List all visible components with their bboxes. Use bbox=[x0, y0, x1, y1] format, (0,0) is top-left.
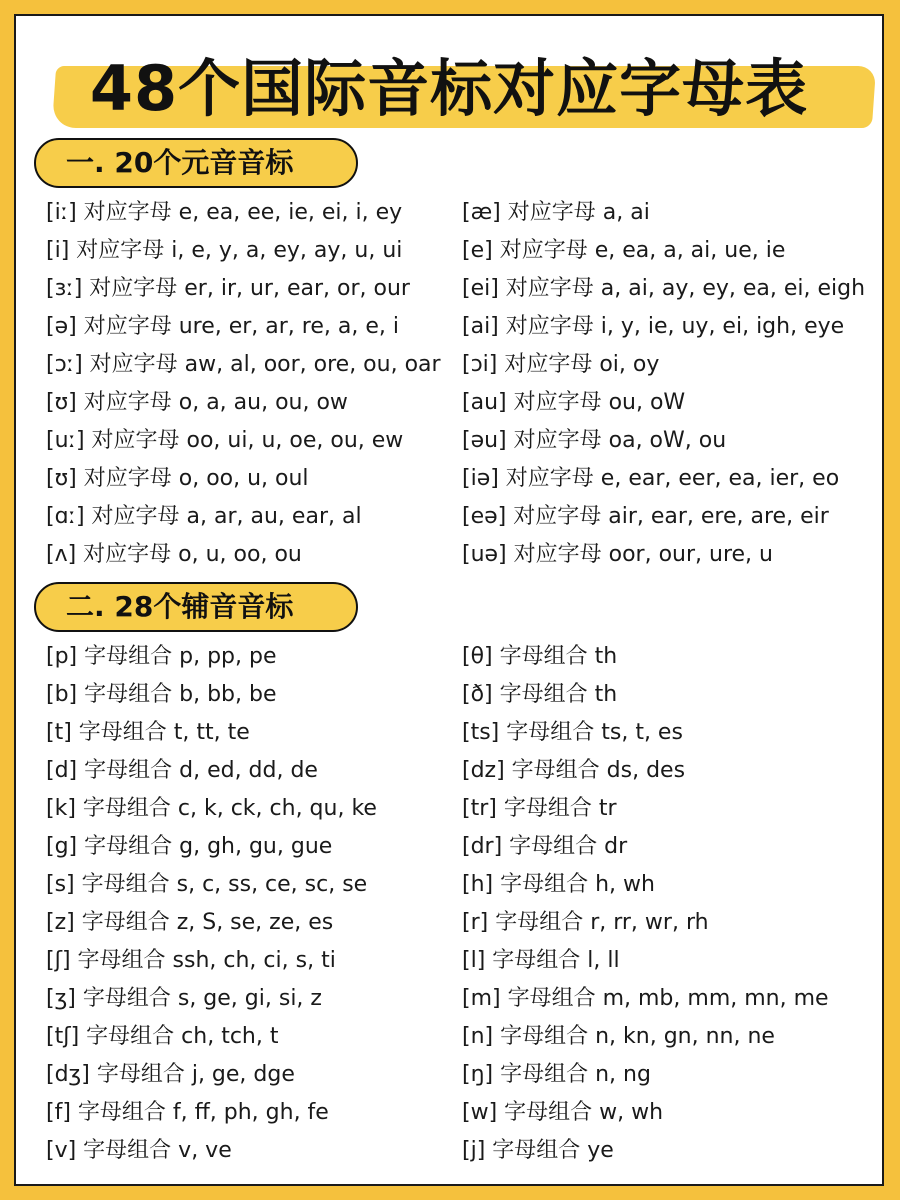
phonetic-entry: [ʒ] 字母组合 s, ge, gi, si, z bbox=[46, 986, 322, 1011]
phonetic-entry: [b] 字母组合 b, bb, be bbox=[46, 682, 277, 707]
phonetic-entry: [p] 字母组合 p, pp, pe bbox=[46, 644, 277, 669]
phonetic-entry: [tr] 字母组合 tr bbox=[462, 796, 617, 821]
phonetic-entry: [h] 字母组合 h, wh bbox=[462, 872, 655, 897]
phonetic-entry: [ə] 对应字母 ure, er, ar, re, a, e, i bbox=[46, 314, 399, 339]
phonetic-entry: [n] 字母组合 n, kn, gn, nn, ne bbox=[462, 1024, 775, 1049]
phonetic-entry: [dz] 字母组合 ds, des bbox=[462, 758, 686, 783]
phonetic-entry: [iː] 对应字母 e, ea, ee, ie, ei, i, ey bbox=[46, 200, 403, 225]
phonetic-entry: [dr] 字母组合 dr bbox=[462, 834, 628, 859]
vowel-list-left bbox=[46, 194, 441, 574]
phonetic-entry: [uː] 对应字母 oo, ui, u, oe, ou, ew bbox=[46, 428, 404, 453]
phonetic-entry: [k] 字母组合 c, k, ck, ch, qu, ke bbox=[46, 796, 377, 821]
phonetic-entry: [ʌ] 对应字母 o, u, oo, ou bbox=[46, 542, 302, 567]
phonetic-entry: [j] 字母组合 ye bbox=[462, 1138, 614, 1163]
phonetic-entry: [m] 字母组合 m, mb, mm, mn, me bbox=[462, 986, 829, 1011]
phonetic-entry: [i] 对应字母 i, e, y, a, ey, ay, u, ui bbox=[46, 238, 403, 263]
phonetic-entry: [ɔː] 对应字母 aw, al, oor, ore, ou, oar bbox=[46, 352, 441, 377]
phonetic-entry: [æ] 对应字母 a, ai bbox=[462, 200, 650, 225]
phonetic-entry: [ʊ] 对应字母 o, oo, u, oul bbox=[46, 466, 309, 491]
phonetic-entry: [ŋ] 字母组合 n, ng bbox=[462, 1062, 651, 1087]
phonetic-entry: [d] 字母组合 d, ed, dd, de bbox=[46, 758, 318, 783]
phonetic-entry: [e] 对应字母 e, ea, a, ai, ue, ie bbox=[462, 238, 786, 263]
section-heading-vowels: 一. 20个元音音标 bbox=[34, 138, 358, 188]
phonetic-entry: [θ] 字母组合 th bbox=[462, 644, 618, 669]
consonant-list-right bbox=[462, 638, 829, 1170]
phonetic-entry: [dʒ] 字母组合 j, ge, dge bbox=[46, 1062, 295, 1087]
phonetic-entry: [ʊ] 对应字母 o, a, au, ou, ow bbox=[46, 390, 348, 415]
phonetic-entry: [ʃ] 字母组合 ssh, ch, ci, s, ti bbox=[46, 948, 336, 973]
phonetic-entry: [ð] 字母组合 th bbox=[462, 682, 618, 707]
phonetic-entry: [f] 字母组合 f, ff, ph, gh, fe bbox=[46, 1100, 329, 1125]
title-area bbox=[16, 44, 882, 134]
vowel-list-right bbox=[462, 194, 865, 574]
phonetic-entry: [r] 字母组合 r, rr, wr, rh bbox=[462, 910, 709, 935]
phonetic-entry: [ɔi] 对应字母 oi, oy bbox=[462, 352, 660, 377]
phonetic-entry: [ɜː] 对应字母 er, ir, ur, ear, or, our bbox=[46, 276, 410, 301]
phonetic-entry: [l] 字母组合 l, ll bbox=[462, 948, 620, 973]
phonetic-entry: [əu] 对应字母 oa, oW, ou bbox=[462, 428, 727, 453]
phonetic-entry: [uə] 对应字母 oor, our, ure, u bbox=[462, 542, 773, 567]
phonetic-entry: [iə] 对应字母 e, ear, eer, ea, ier, eo bbox=[462, 466, 840, 491]
phonetic-entry: [ɑː] 对应字母 a, ar, au, ear, al bbox=[46, 504, 362, 529]
phonetic-entry: [ts] 字母组合 ts, t, es bbox=[462, 720, 683, 745]
phonetic-entry: [tʃ] 字母组合 ch, tch, t bbox=[46, 1024, 279, 1049]
phonetic-entry: [ai] 对应字母 i, y, ie, uy, ei, igh, eye bbox=[462, 314, 845, 339]
section-heading-consonants: 二. 28个辅音音标 bbox=[34, 582, 358, 632]
phonetic-entry: [eə] 对应字母 air, ear, ere, are, eir bbox=[462, 504, 829, 529]
consonant-list-left bbox=[46, 638, 377, 1170]
content-card bbox=[14, 14, 884, 1186]
phonetic-entry: [s] 字母组合 s, c, ss, ce, sc, se bbox=[46, 872, 368, 897]
phonetic-entry: [t] 字母组合 t, tt, te bbox=[46, 720, 250, 745]
phonetic-entry: [z] 字母组合 z, S, se, ze, es bbox=[46, 910, 334, 935]
phonetic-entry: [ei] 对应字母 a, ai, ay, ey, ea, ei, eigh bbox=[462, 276, 866, 301]
phonetic-entry: [w] 字母组合 w, wh bbox=[462, 1100, 664, 1125]
phonetic-entry: [v] 字母组合 v, ve bbox=[46, 1138, 232, 1163]
page-title: 48个国际音标对应字母表 bbox=[89, 52, 809, 125]
phonetic-entry: [au] 对应字母 ou, oW bbox=[462, 390, 686, 415]
phonetic-entry: [g] 字母组合 g, gh, gu, gue bbox=[46, 834, 333, 859]
